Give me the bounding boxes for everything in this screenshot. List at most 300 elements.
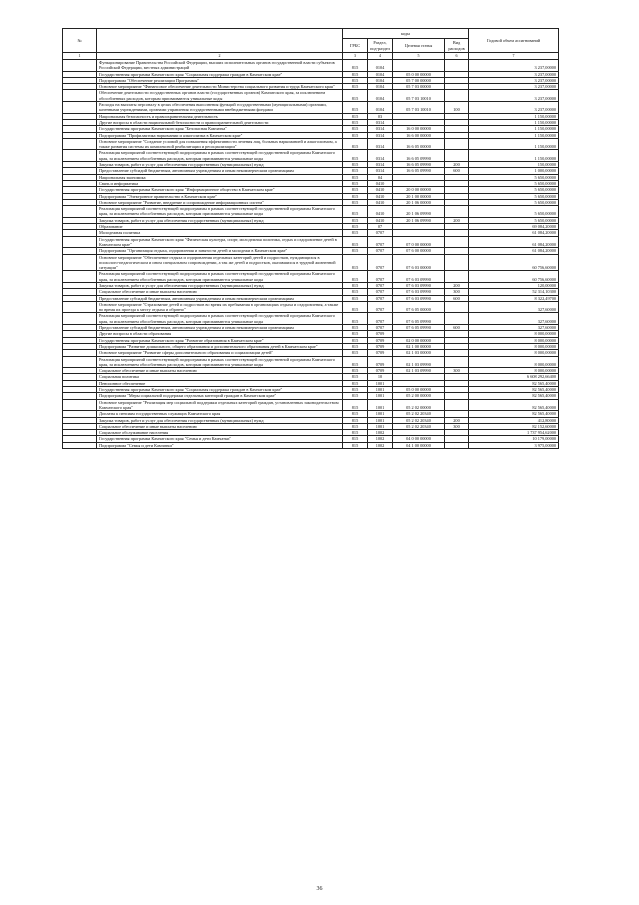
row-amount-cell: 327,60000 [469, 301, 559, 313]
row-section-cell: 1002 [368, 430, 393, 436]
row-amount-cell: 1 150,00000 [469, 138, 559, 150]
row-grbs-cell: 815 [343, 132, 368, 138]
row-vr-cell [445, 138, 469, 150]
row-grbs-cell: 815 [343, 206, 368, 218]
row-grbs-cell: 815 [343, 350, 368, 356]
row-grbs-cell: 815 [343, 174, 368, 180]
row-target-cell: 05 0 00 00000 [393, 71, 445, 77]
row-grbs-cell: 815 [343, 331, 368, 337]
row-amount-cell: 8 000,00000 [469, 350, 559, 356]
header-grbs: ГРБС [343, 39, 368, 53]
row-vr-cell: 600 [445, 168, 469, 174]
row-name-cell: Реализация мероприятий соответствующей подпрограммы в рамках соответствующей государственной программы Камчатского края, за исключением обособленных расходов, которым присваиваются уникальные коды [97, 313, 343, 325]
row-grbs-cell: 815 [343, 236, 368, 248]
row-vr-cell [445, 150, 469, 162]
row-name-cell: Реализация мероприятий соответствующей подпрограммы в рамках соответствующей государственной программы Камчатского края, за исключением обособленных расходов, которым присваиваются уникальные коды [97, 271, 343, 283]
row-grbs-cell: 815 [343, 254, 368, 271]
row-vr-cell [445, 206, 469, 218]
row-section-cell: 0314 [368, 132, 393, 138]
row-name-cell: Государственная программа Камчатского края "Информационное общество в Камчатском крае" [97, 187, 343, 193]
row-section-cell: 0314 [368, 138, 393, 150]
header-codes: коды [343, 29, 469, 39]
column-number: 7 [469, 53, 559, 60]
row-number-cell [63, 254, 97, 271]
row-target-cell: 02 1 03 09990 [393, 368, 445, 374]
row-section-cell: 0709 [368, 337, 393, 343]
row-amount-cell: 8 000,00000 [469, 356, 559, 368]
row-amount-cell: 8 000,00000 [469, 368, 559, 374]
column-number: 2 [97, 53, 343, 60]
row-amount-cell: 150,00000 [469, 162, 559, 168]
row-number-cell [63, 206, 97, 218]
header-amount: Годовой объем ассигнований [469, 29, 559, 53]
row-amount-cell: 10 179,00000 [469, 436, 559, 442]
row-amount-cell: 61 084,20000 [469, 248, 559, 254]
row-name-cell: Государственная программа Камчатского края "Социальная поддержка граждан в Камчатском крае" [97, 71, 343, 77]
row-name-cell: Государственная программа Камчатского края "Семья и дети Камчатки" [97, 436, 343, 442]
row-vr-cell [445, 356, 469, 368]
row-name-cell: Социальное обеспечение и иные выплаты населению [97, 423, 343, 429]
row-vr-cell: 300 [445, 423, 469, 429]
row-name-cell: Другие вопросы в области образования [97, 331, 343, 337]
row-section-cell: 0104 [368, 60, 393, 72]
row-amount-cell: 5 650,00000 [469, 217, 559, 223]
row-amount-cell: 60 756,60000 [469, 254, 559, 271]
row-section-cell: 1002 [368, 436, 393, 442]
row-amount-cell: 8 000,00000 [469, 337, 559, 343]
row-amount-cell: 1 150,00000 [469, 132, 559, 138]
row-target-cell: 07 0 00 00000 [393, 236, 445, 248]
row-target-cell: 20 1 06 00000 [393, 199, 445, 205]
row-amount-cell: 8 000,00000 [469, 331, 559, 337]
row-section-cell: 1001 [368, 393, 393, 399]
row-amount-cell: 3 237,00000 [469, 60, 559, 72]
row-section-cell: 1001 [368, 380, 393, 386]
row-name-cell: Подпрограмма "Обеспечение реализации Программы" [97, 77, 343, 83]
row-vr-cell: 300 [445, 289, 469, 295]
row-name-cell: Предоставление субсидий бюджетным, автономным учреждениям и иным некоммерческим организациям [97, 168, 343, 174]
row-amount-cell: 82 152,60000 [469, 423, 559, 429]
row-amount-cell: 5 650,00000 [469, 193, 559, 199]
row-section-cell: 07 [368, 224, 393, 230]
row-section-cell: 0314 [368, 126, 393, 132]
header-num: № [63, 29, 97, 53]
row-target-cell: 02 1 00 00000 [393, 343, 445, 349]
row-target-cell: 05 2 00 00000 [393, 393, 445, 399]
row-vr-cell: 200 [445, 417, 469, 423]
row-grbs-cell: 815 [343, 295, 368, 301]
row-section-cell: 0709 [368, 350, 393, 356]
row-number-cell [63, 271, 97, 283]
row-amount-cell: 5 650,00000 [469, 180, 559, 186]
row-grbs-cell: 815 [343, 90, 368, 102]
row-amount-cell: 3 237,00000 [469, 71, 559, 77]
row-grbs-cell: 815 [343, 119, 368, 125]
row-target-cell: 05 7 03 10010 [393, 90, 445, 102]
row-target-cell: 04 0 00 00000 [393, 436, 445, 442]
row-section-cell: 04 [368, 174, 393, 180]
row-section-cell: 1001 [368, 423, 393, 429]
row-amount-cell: 5 650,00000 [469, 187, 559, 193]
row-number-cell [63, 138, 97, 150]
header-vr: Вид расходов [445, 39, 469, 53]
row-number-cell [63, 150, 97, 162]
column-number: 6 [445, 53, 469, 60]
row-name-cell: Закупка товаров, работ и услуг для обеспечения государственных (муниципальных) нужд [97, 217, 343, 223]
row-section-cell: 0707 [368, 289, 393, 295]
row-name-cell: Подпрограмма "Развитие дошкольного, общего образования и дополнительного образования детей в Камчатском крае" [97, 343, 343, 349]
row-name-cell: Связь и информатика [97, 180, 343, 186]
row-section-cell: 0707 [368, 325, 393, 331]
table-row [63, 301, 559, 313]
row-name-cell: Основное мероприятие "Финансовое обеспечение деятельности Министерства социального развития и труда Камчатского края" [97, 84, 343, 90]
row-number-cell [63, 313, 97, 325]
row-grbs-cell: 815 [343, 150, 368, 162]
row-name-cell: Подпрограмма "Семья и дети Камчатки" [97, 442, 343, 448]
row-grbs-cell: 815 [343, 399, 368, 411]
row-name-cell: Функционирование Правительства Российской Федерации, высших исполнительных органов государственной власти субъектов Российской Федерации, местных администраций [97, 60, 343, 72]
row-amount-cell: 1 737 954,62000 [469, 430, 559, 436]
row-target-cell: 05 2 02 20340 [393, 411, 445, 417]
page-number: 36 [316, 886, 323, 892]
row-section-cell: 0410 [368, 199, 393, 205]
row-name-cell: Реализация мероприятий соответствующей подпрограммы в рамках соответствующей государственной программы Камчатского края, за исключением обособленных расходов, которым присваиваются уникальные коды [97, 356, 343, 368]
row-target-cell: 07 6 03 00000 [393, 254, 445, 271]
row-number-cell [63, 90, 97, 102]
row-target-cell: 05 2 02 20340 [393, 417, 445, 423]
table-row [63, 254, 559, 271]
row-grbs-cell: 815 [343, 102, 368, 114]
row-section-cell: 0314 [368, 168, 393, 174]
row-name-cell: Национальная экономика [97, 174, 343, 180]
row-name-cell: Закупка товаров, работ и услуг для обеспечения государственных (муниципальных) нужд [97, 282, 343, 288]
row-name-cell: Реализация мероприятий соответствующей подпрограммы в рамках соответствующей государственной программы Камчатского края, за исключением обособленных расходов, которым присваиваются уникальные коды [97, 206, 343, 218]
row-grbs-cell: 815 [343, 217, 368, 223]
row-amount-cell: 82 565,40000 [469, 380, 559, 386]
row-name-cell: Образование [97, 224, 343, 230]
table-row [63, 236, 559, 248]
row-number-cell [63, 236, 97, 248]
table-row [63, 102, 559, 114]
row-amount-cell: 3 237,00000 [469, 90, 559, 102]
row-target-cell: 16 6 00 00000 [393, 132, 445, 138]
row-name-cell: Национальная безопасность и правоохранительная деятельность [97, 113, 343, 119]
row-vr-cell: 200 [445, 282, 469, 288]
row-target-cell: 20 1 00 00000 [393, 193, 445, 199]
row-name-cell: Доплаты к пенсиям государственных служащих Камчатского края [97, 411, 343, 417]
row-target-cell: 07 6 05 00000 [393, 301, 445, 313]
row-grbs-cell: 815 [343, 380, 368, 386]
row-section-cell: 0104 [368, 90, 393, 102]
row-amount-cell: 82 565,40000 [469, 387, 559, 393]
table-row [63, 138, 559, 150]
row-vr-cell: 300 [445, 368, 469, 374]
row-target-cell: 02 1 03 00000 [393, 350, 445, 356]
row-vr-cell [445, 301, 469, 313]
row-name-cell: Предоставление субсидий бюджетным, автономным учреждениям и иным некоммерческим организациям [97, 295, 343, 301]
row-name-cell: Молодежная политика [97, 230, 343, 236]
row-grbs-cell: 815 [343, 77, 368, 83]
row-target-cell: 05 7 03 00000 [393, 84, 445, 90]
row-name-cell: Подпрограмма "Профилактика наркомании и алкоголизма в Камчатском крае" [97, 132, 343, 138]
row-name-cell: Основное мероприятие "Обеспечение отдыха и оздоровления отдельных категорий детей и подростков, нуждающихся в психолого-педагогическом и ином специальном сопровождении, а так же детей и подростков, оказавшихся в трудной жизненной ситуации" [97, 254, 343, 271]
row-target-cell: 07 6 05 09990 [393, 313, 445, 325]
row-target-cell: 05 7 03 10010 [393, 102, 445, 114]
row-grbs-cell: 815 [343, 430, 368, 436]
row-amount-cell: 3 237,00000 [469, 84, 559, 90]
row-name-cell: Реализация мероприятий соответствующей подпрограммы в рамках соответствующей государственной программы Камчатского края, за исключением обособленных расходов, которым присваиваются уникальные коды [97, 150, 343, 162]
table-row [63, 206, 559, 218]
row-section-cell: 0707 [368, 295, 393, 301]
row-name-cell: Основное мероприятие "Развитие сферы дополнительного образования и социализации детей" [97, 350, 343, 356]
row-amount-cell: 82 565,40000 [469, 411, 559, 417]
row-section-cell: 0709 [368, 343, 393, 349]
row-section-cell: 0707 [368, 313, 393, 325]
row-number-cell [63, 60, 97, 72]
row-grbs-cell: 815 [343, 337, 368, 343]
row-grbs-cell: 815 [343, 199, 368, 205]
row-grbs-cell: 815 [343, 168, 368, 174]
row-amount-cell: 8 322,49700 [469, 295, 559, 301]
row-amount-cell: 1 000,00000 [469, 168, 559, 174]
row-target-cell: 05 2 02 00000 [393, 399, 445, 411]
row-section-cell: 0104 [368, 77, 393, 83]
row-grbs-cell: 815 [343, 113, 368, 119]
row-section-cell: 0707 [368, 254, 393, 271]
row-section-cell: 0314 [368, 162, 393, 168]
row-section-cell: 0410 [368, 180, 393, 186]
row-vr-cell [445, 60, 469, 72]
row-section-cell: 0709 [368, 331, 393, 337]
row-amount-cell: 1 150,00000 [469, 113, 559, 119]
row-grbs-cell: 815 [343, 368, 368, 374]
row-section-cell: 03 [368, 113, 393, 119]
row-vr-cell [445, 442, 469, 448]
row-section-cell: 1001 [368, 417, 393, 423]
row-name-cell: Подпрограмма "Электронное правительство в Камчатском крае" [97, 193, 343, 199]
row-amount-cell: 1 150,00000 [469, 126, 559, 132]
row-amount-cell: 52 314,10300 [469, 289, 559, 295]
row-vr-cell [445, 399, 469, 411]
row-vr-cell: 100 [445, 102, 469, 114]
row-target-cell: 05 7 00 00000 [393, 77, 445, 83]
row-amount-cell: 3 237,00000 [469, 77, 559, 83]
row-target-cell: 07 6 03 09990 [393, 282, 445, 288]
row-name-cell: Основное мероприятие "Создание условий для повышения эффективности лечения лиц, больных наркоманией и алкоголизмом, а также развития системы их комплексной реабилитации и ресоциализации" [97, 138, 343, 150]
row-grbs-cell: 815 [343, 343, 368, 349]
column-number: 5 [393, 53, 445, 60]
row-grbs-cell: 815 [343, 224, 368, 230]
row-grbs-cell: 815 [343, 282, 368, 288]
row-grbs-cell: 815 [343, 187, 368, 193]
row-number-cell [63, 442, 97, 448]
row-name-cell: Закупка товаров, работ и услуг для обеспечения государственных (муниципальных) нужд [97, 417, 343, 423]
row-target-cell: 20 1 06 09990 [393, 206, 445, 218]
row-name-cell: Социальная политика [97, 374, 343, 380]
row-number-cell [63, 102, 97, 114]
row-amount-cell: 61 084,20000 [469, 230, 559, 236]
row-amount-cell: 61 084,20000 [469, 236, 559, 248]
column-number: 3 [343, 53, 368, 60]
row-grbs-cell: 815 [343, 436, 368, 442]
table-row [63, 313, 559, 325]
row-name-cell: Социальное обеспечение и иные выплаты населению [97, 289, 343, 295]
row-grbs-cell: 815 [343, 356, 368, 368]
row-name-cell: Основное мероприятие "Развитие, внедрение и сопровождение информационных систем" [97, 199, 343, 205]
row-target-cell: 16 6 05 09990 [393, 162, 445, 168]
column-number: 1 [63, 53, 97, 60]
row-section-cell: 0709 [368, 356, 393, 368]
row-target-cell: 20 0 00 00000 [393, 187, 445, 193]
row-section-cell: 0707 [368, 282, 393, 288]
row-amount-cell: 60 756,60000 [469, 271, 559, 283]
row-section-cell: 0104 [368, 71, 393, 77]
row-grbs-cell: 815 [343, 193, 368, 199]
row-name-cell: Государственная программа Камчатского края "Физическая культура, спорт, молодежная политика, отдых и оздоровление детей в Камчатском крае" [97, 236, 343, 248]
row-amount-cell: 412,80000 [469, 417, 559, 423]
row-name-cell: Государственная программа Камчатского края "Социальная поддержка граждан в Камчатском крае" [97, 387, 343, 393]
row-section-cell: 0314 [368, 150, 393, 162]
row-amount-cell: 1 150,00000 [469, 119, 559, 125]
row-number-cell [63, 301, 97, 313]
row-vr-cell [445, 236, 469, 248]
row-name-cell: Другие вопросы в области национальной безопасности и правоохранительной деятельности [97, 119, 343, 125]
row-target-cell: 07 6 03 09990 [393, 271, 445, 283]
row-vr-cell [445, 271, 469, 283]
row-name-cell: Социальное обеспечение и иные выплаты населению [97, 368, 343, 374]
row-grbs-cell: 815 [343, 162, 368, 168]
row-section-cell: 10 [368, 374, 393, 380]
table-row [63, 150, 559, 162]
row-vr-cell [445, 254, 469, 271]
row-target-cell: 07 6 03 09990 [393, 289, 445, 295]
row-grbs-cell: 815 [343, 411, 368, 417]
row-amount-cell: 6 608 292,66400 [469, 374, 559, 380]
row-amount-cell: 327,60000 [469, 325, 559, 331]
row-grbs-cell: 815 [343, 230, 368, 236]
row-amount-cell: 3 975,00000 [469, 442, 559, 448]
row-grbs-cell: 815 [343, 387, 368, 393]
row-section-cell: 0314 [368, 119, 393, 125]
row-section-cell: 0707 [368, 236, 393, 248]
column-number-row [63, 53, 559, 60]
row-name-cell: Предоставление субсидий бюджетным, автономным учреждениям и иным некоммерческим организациям [97, 325, 343, 331]
row-number-cell [63, 399, 97, 411]
row-section-cell: 0707 [368, 301, 393, 313]
row-name-cell: Социальное обслуживание населения [97, 430, 343, 436]
row-amount-cell: 1 150,00000 [469, 150, 559, 162]
row-target-cell: 02 1 03 09990 [393, 356, 445, 368]
row-name-cell: Подпрограмма "Меры социальной поддержки отдельных категорий граждан в Камчатском крае" [97, 393, 343, 399]
row-amount-cell: 5 650,00000 [469, 206, 559, 218]
row-grbs-cell: 815 [343, 138, 368, 150]
row-vr-cell: 600 [445, 325, 469, 331]
row-target-cell: 07 6 00 00000 [393, 248, 445, 254]
row-section-cell: 0410 [368, 193, 393, 199]
row-grbs-cell: 815 [343, 374, 368, 380]
table-row [63, 60, 559, 72]
table-row [63, 399, 559, 411]
row-name-cell: Основное мероприятие "Страхование детей и подростков во время их пребывания в организациях отдыха и оздоровления, а также во время их проезда к месту отдыха и обратно" [97, 301, 343, 313]
row-section-cell: 0707 [368, 248, 393, 254]
row-name-cell: Расходы на выплаты персоналу в целях обеспечения выполнения функций государственными (муниципальными) органами, казенными учреждениями, органами управления государственными внебюджетными фондами [97, 102, 343, 114]
row-name-cell: Основное мероприятие "Реализация мер социальной поддержки отдельных категорий граждан, установленных законодательством Камчатского края" [97, 399, 343, 411]
table-row [63, 356, 559, 368]
row-grbs-cell: 815 [343, 423, 368, 429]
budget-table [62, 28, 559, 449]
row-name-cell: Государственная программа Камчатского края "Безопасная Камчатка" [97, 126, 343, 132]
budget-rows [63, 60, 559, 449]
row-section-cell: 0104 [368, 84, 393, 90]
row-target-cell: 16 6 05 09990 [393, 168, 445, 174]
row-target-cell: 04 1 00 00000 [393, 442, 445, 448]
row-grbs-cell: 815 [343, 417, 368, 423]
budget-table-sheet [62, 28, 558, 449]
row-section-cell: 0410 [368, 217, 393, 223]
row-grbs-cell: 815 [343, 289, 368, 295]
row-grbs-cell: 815 [343, 84, 368, 90]
row-grbs-cell: 815 [343, 180, 368, 186]
row-target-cell: 02 0 00 00000 [393, 337, 445, 343]
row-section-cell: 1001 [368, 387, 393, 393]
row-amount-cell: 5 650,00000 [469, 174, 559, 180]
row-section-cell: 1002 [368, 442, 393, 448]
table-row [63, 90, 559, 102]
table-row [63, 442, 559, 448]
row-target-cell: 05 0 00 00000 [393, 387, 445, 393]
row-vr-cell: 200 [445, 162, 469, 168]
row-grbs-cell: 815 [343, 271, 368, 283]
row-target-cell: 07 6 03 09990 [393, 295, 445, 301]
row-grbs-cell: 815 [343, 248, 368, 254]
row-target-cell: 07 6 05 09990 [393, 325, 445, 331]
row-target-cell: 16 0 00 00000 [393, 126, 445, 132]
header-target: Целевая статья [393, 39, 445, 53]
row-section-cell: 0709 [368, 368, 393, 374]
row-name-cell: Подпрограмма "Организация отдыха, оздоровления и занятости детей и молодежи в Камчатском крае" [97, 248, 343, 254]
row-grbs-cell: 815 [343, 442, 368, 448]
row-grbs-cell: 815 [343, 313, 368, 325]
row-amount-cell: 69 084,20000 [469, 224, 559, 230]
header-name [97, 29, 343, 53]
row-number-cell [63, 356, 97, 368]
row-vr-cell: 200 [445, 217, 469, 223]
row-name-cell: Пенсионное обеспечение [97, 380, 343, 386]
row-section-cell: 0410 [368, 206, 393, 218]
row-target-cell: 16 6 05 09990 [393, 150, 445, 162]
table-row [63, 271, 559, 283]
row-section-cell: 0410 [368, 187, 393, 193]
row-target-cell: 20 1 06 09990 [393, 217, 445, 223]
row-grbs-cell: 815 [343, 126, 368, 132]
row-amount-cell: 5 650,00000 [469, 199, 559, 205]
column-number: 4 [368, 53, 393, 60]
row-name-cell: Государственная программа Камчатского края "Развитие образования в Камчатском крае" [97, 337, 343, 343]
row-amount-cell: 82 565,40000 [469, 399, 559, 411]
row-amount-cell: 8 000,00000 [469, 343, 559, 349]
row-section-cell: 0707 [368, 271, 393, 283]
row-vr-cell [445, 90, 469, 102]
row-grbs-cell: 815 [343, 60, 368, 72]
row-grbs-cell: 815 [343, 325, 368, 331]
row-section-cell: 0104 [368, 102, 393, 114]
row-section-cell: 0707 [368, 230, 393, 236]
header-section: Раздел, под-раздел [368, 39, 393, 53]
row-amount-cell: 327,60000 [469, 313, 559, 325]
row-grbs-cell: 815 [343, 393, 368, 399]
row-amount-cell: 82 565,40000 [469, 393, 559, 399]
row-target-cell [393, 60, 445, 72]
